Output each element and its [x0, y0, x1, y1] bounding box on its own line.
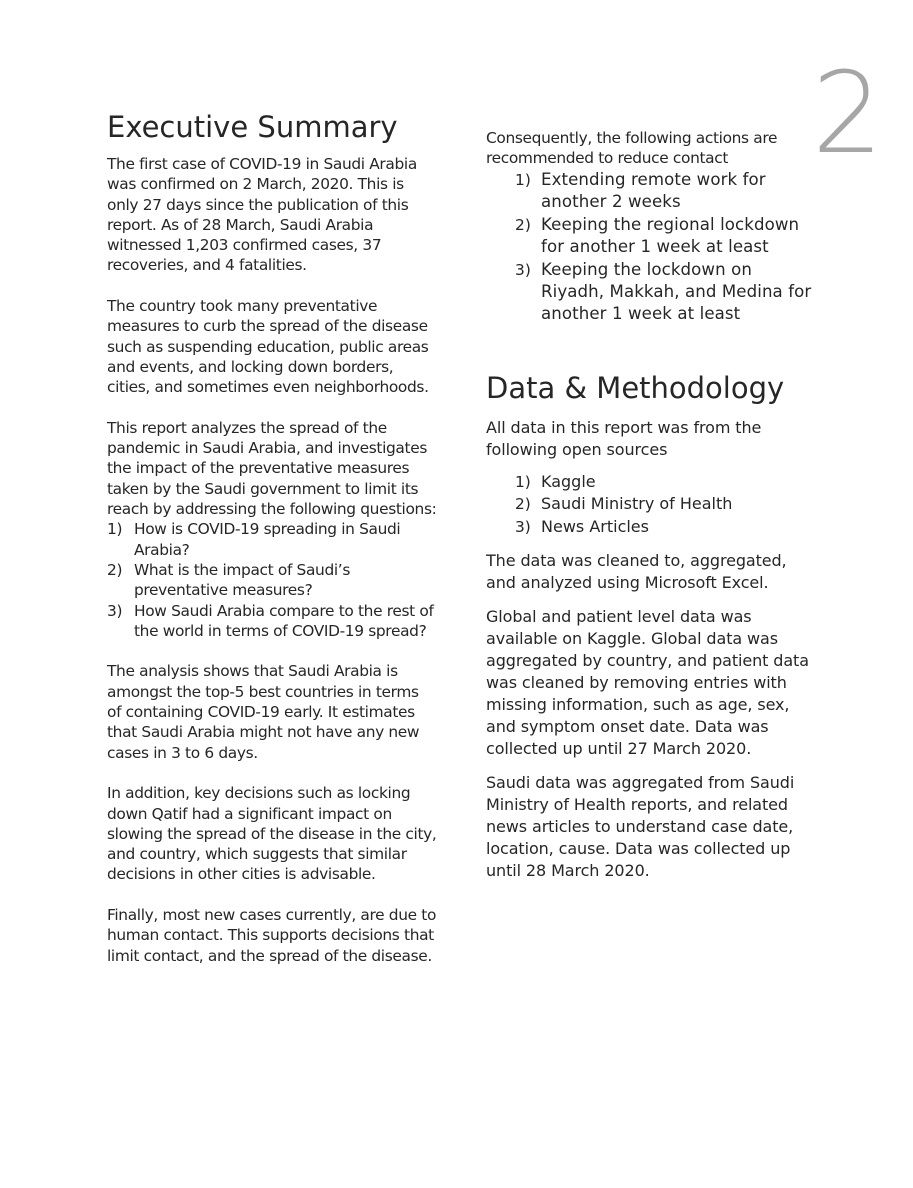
methodology-title: Data & Methodology [486, 370, 785, 405]
question-text: How Saudi Arabia compare to the rest of the world in terms of COVID-19 spread? [134, 601, 434, 640]
recommendation-number: 2) [515, 215, 531, 234]
executive-summary-title: Executive Summary [107, 110, 398, 144]
recommendations-intro: Consequently, the following actions are recommended to reduce contact [486, 129, 778, 168]
recommendation-number: 3) [515, 260, 531, 279]
summary-paragraph-2: The country took many preventative measures to curb the spread of the disease such as suspending education, public areas and events, and locking down borders, cities, and sometimes even neighborhoods. [107, 297, 429, 397]
source-number: 3) [515, 517, 531, 536]
source-text: Saudi Ministry of Health [541, 494, 733, 514]
question-number: 3) [107, 601, 123, 620]
recommendations-list [486, 169, 816, 325]
summary-paragraph-6: Finally, most new cases currently, are due to human contact. This supports decisions that limit contact, and the spread of the disease. [107, 905, 437, 965]
summary-paragraph-4: The analysis shows that Saudi Arabia is amongst the top-5 best countries in terms of containing COVID-19 early. It estimates that Saudi Arabia might not have any new cases in 3 to 6 days. [107, 662, 420, 762]
recommendation-text: Keeping the regional lockdown for another 1 week at least [541, 214, 800, 256]
source-item [486, 471, 816, 494]
recommendation-text: Keeping the lockdown on Riyadh, Makkah, and Medina for another 1 week at least [541, 259, 812, 323]
recommendation-item [486, 169, 816, 213]
methodology-paragraph-2: Global and patient level data was available on Kaggle. Global data was aggregated by country, and patient data was cleaned by removing entries with missing information, such as age, sex, and symptom onset date. Data was collected up until 27 March 2020. [486, 607, 809, 759]
methodology-intro: All data in this report was from the following open sources [486, 417, 762, 459]
executive-summary-section [107, 108, 437, 986]
source-text: News Articles [541, 516, 649, 536]
question-text: What is the impact of Saudi’s preventative measures? [134, 560, 351, 600]
summary-paragraph-3: This report analyzes the spread of the pandemic in Saudi Arabia, and investigates the impact of the preventative measures taken by the Saudi government to limit its reach by addressing the following questions: [107, 418, 437, 519]
methodology-paragraph-1: The data was cleaned to, aggregated, and analyzed using Microsoft Excel. [486, 551, 787, 593]
question-number: 2) [107, 560, 123, 579]
question-item [107, 601, 437, 642]
recommendation-text: Extending remote work for another 2 weeks [541, 169, 766, 211]
source-text: Kaggle [541, 471, 596, 491]
source-number: 2) [515, 495, 531, 514]
source-item [486, 516, 816, 539]
right-column [486, 128, 816, 894]
recommendation-number: 1) [515, 170, 531, 189]
page-number: 2 [812, 49, 884, 179]
question-item [107, 560, 437, 601]
source-item [486, 493, 816, 516]
source-number: 1) [515, 472, 531, 491]
summary-paragraph-1: The first case of COVID-19 in Saudi Arabia was confirmed on 2 March, 2020. This is only 27 days since the publication of this report. As of 28 March, Saudi Arabia witnessed 1,203 confirmed cases, 37 recoveries, and 4 fatalities. [107, 155, 417, 275]
methodology-paragraph-3: Saudi data was aggregated from Saudi Ministry of Health reports, and related news articles to understand case date, location, cause. Data was collected up until 28 March 2020. [486, 773, 795, 881]
question-text: How is COVID-19 spreading in Saudi Arabia? [134, 520, 401, 559]
question-item [107, 519, 437, 560]
question-number: 1) [107, 520, 123, 539]
sources-list [486, 471, 816, 539]
summary-paragraph-5: In addition, key decisions such as locking down Qatif had a significant impact on slowing the spread of the disease in the city, and country, which suggests that similar decisions in other cities is advisable. [107, 784, 437, 884]
recommendation-item [486, 259, 816, 325]
recommendation-item [486, 214, 816, 258]
questions-list [107, 519, 437, 641]
